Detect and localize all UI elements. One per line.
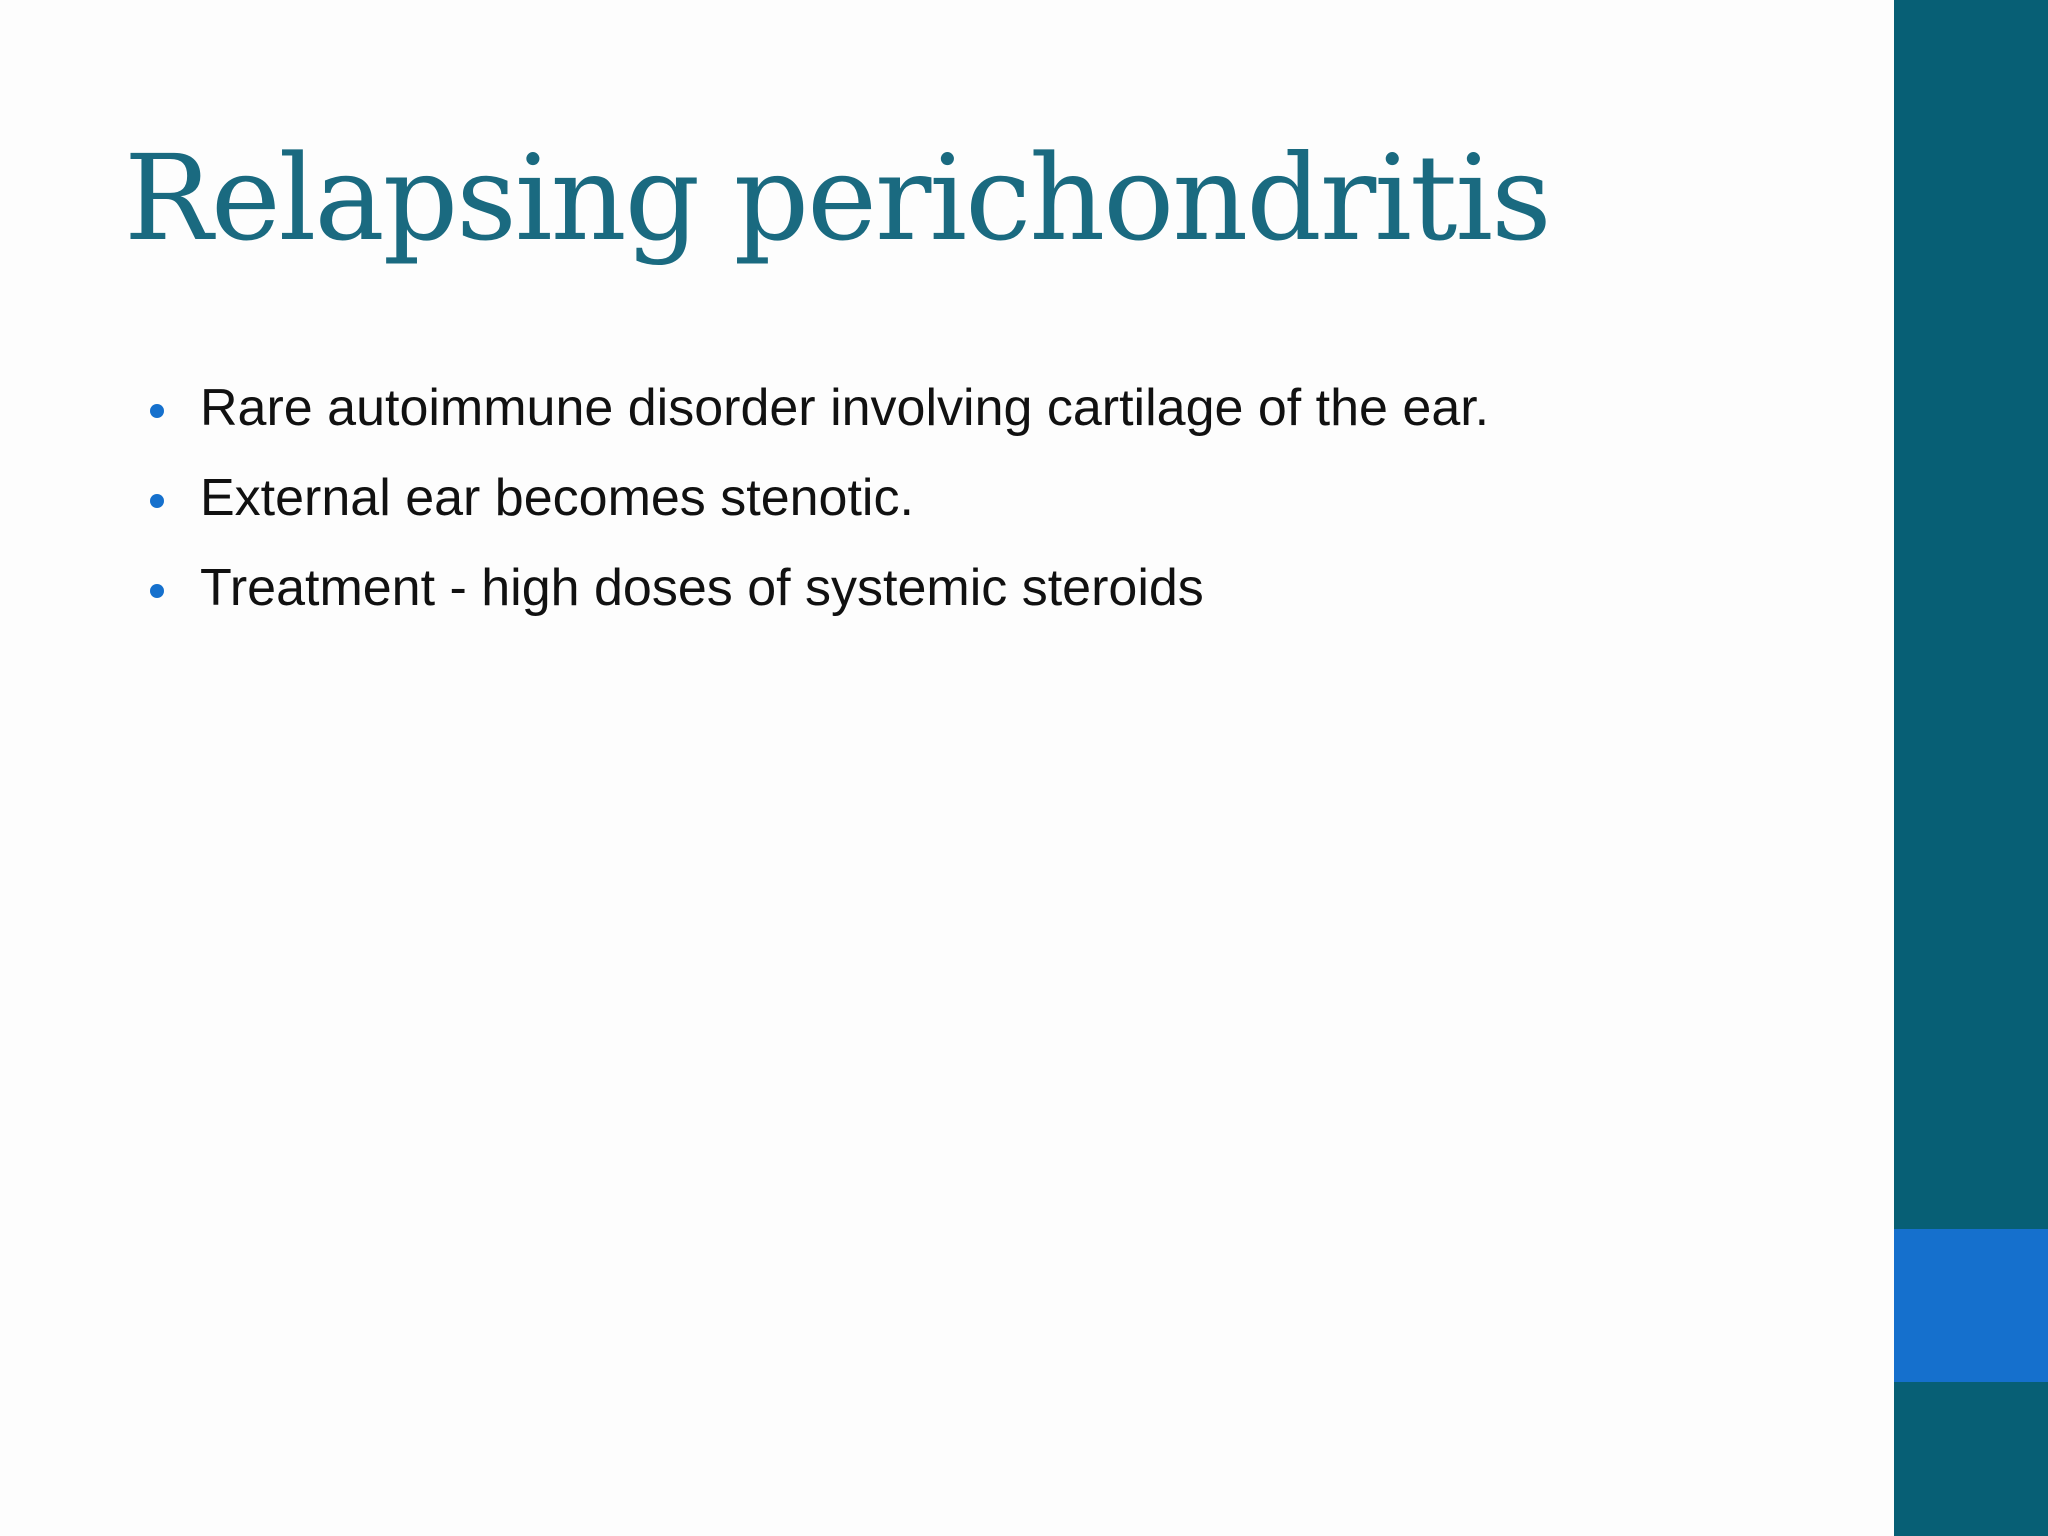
bullet-item [146,460,1866,550]
bullet-dot-icon [150,404,164,418]
bullet-text: External ear becomes stenotic. [200,469,914,527]
bullet-text: Rare autoimmune disorder involving cartilage of the ear. [200,379,1490,437]
bullet-item [146,370,1866,460]
bullet-dot-icon [150,494,164,508]
bullet-text: Treatment - high doses of systemic steroids [200,559,1204,617]
bullet-list [146,370,1866,640]
slide-title: Relapsing perichondritis [124,129,1550,267]
side-accent-block [1894,1229,2048,1382]
bullet-item [146,550,1866,640]
bullet-dot-icon [150,584,164,598]
